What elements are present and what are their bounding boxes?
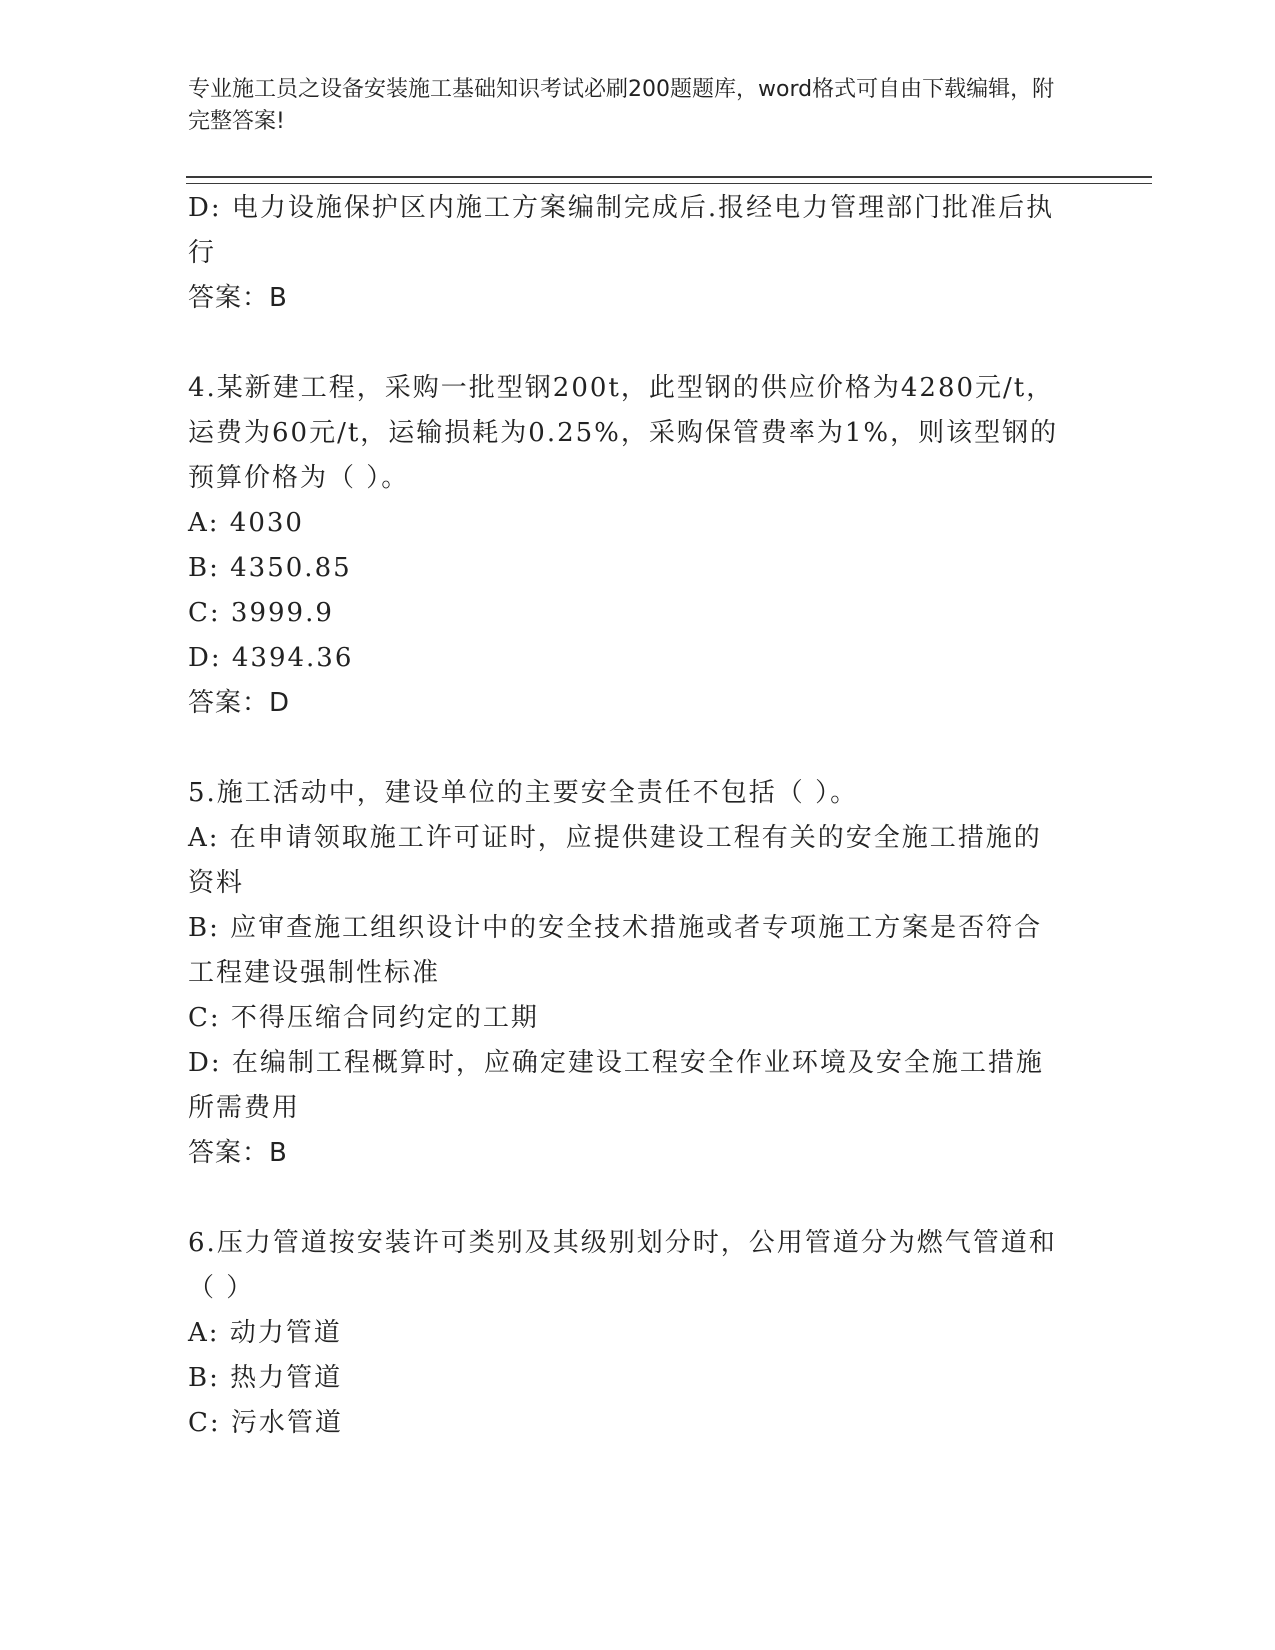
q4-option-b: B: 4350.85 [188,553,352,583]
q6-stem: 6.压力管道按安装许可类别及其级别划分时，公用管道分为燃气管道和（ ） [188,1228,1057,1303]
q5-answer: 答案：B [188,1138,288,1168]
q3-answer: 答案：B [188,283,288,313]
spacer [188,1176,1068,1221]
q5-option-c: C: 不得压缩合同约定的工期 [188,1003,539,1033]
q4-answer: 答案：D [188,688,291,718]
spacer [188,321,1068,366]
document-header: 专业施工员之设备安装施工基础知识考试必刷200题题库，word格式可自由下载编辑，附完整答案! [188,77,1055,134]
header-divider-bottom [186,183,1152,184]
q4-stem: 4.某新建工程，采购一批型钢200t，此型钢的供应价格为4280元/t，运费为60元/t，运输损耗为0.25%，采购保管费率为1%，则该型钢的预算价格为（ ）。 [188,373,1059,493]
q6-option-b: B: 热力管道 [188,1363,343,1393]
q3-option-d: D: 电力设施保护区内施工方案编制完成后.报经电力管理部门批准后执行 [188,193,1055,268]
q4-option-a: A: 4030 [188,508,304,538]
q5-stem: 5.施工活动中，建设单位的主要安全责任不包括（ ）。 [188,778,859,808]
q4-option-d: D: 4394.36 [188,643,354,673]
header-divider-top [186,176,1152,178]
q5-option-a: A: 在申请领取施工许可证时，应提供建设工程有关的安全施工措施的资料 [188,823,1042,898]
q6-option-c: C: 污水管道 [188,1408,343,1438]
spacer [188,726,1068,771]
q5-option-d: D: 在编制工程概算时，应确定建设工程安全作业环境及安全施工措施所需费用 [188,1048,1044,1123]
q5-option-b: B: 应审查施工组织设计中的安全技术措施或者专项施工方案是否符合工程建设强制性标准 [188,913,1043,988]
question-content [188,186,1068,1446]
q6-option-a: A: 动力管道 [188,1318,342,1348]
q4-option-c: C: 3999.9 [188,598,334,628]
